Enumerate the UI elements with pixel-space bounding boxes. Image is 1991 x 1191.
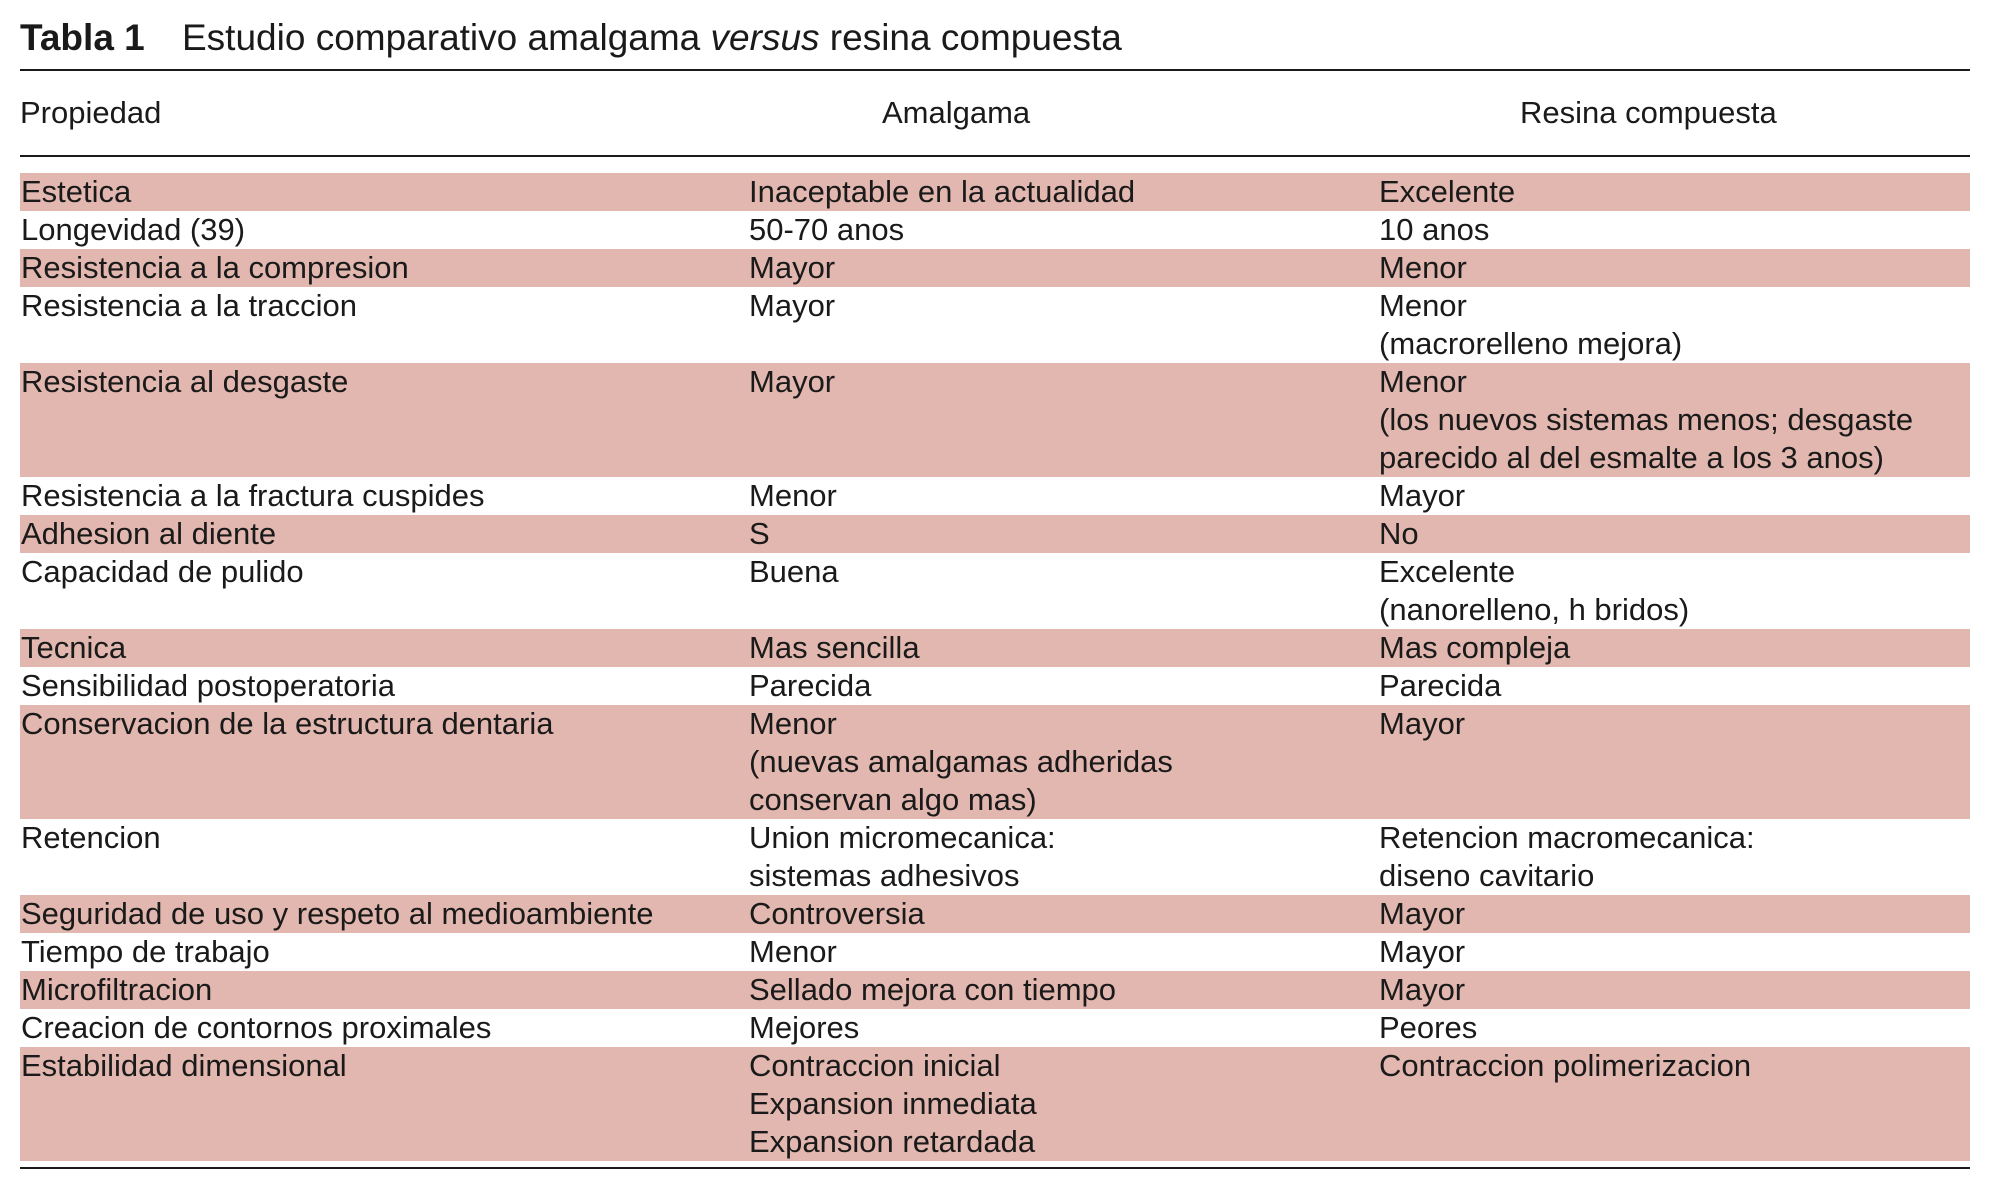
cell-amalgama: Inaceptable en la actualidad — [749, 174, 1136, 209]
table-row — [20, 667, 1970, 705]
cell-propiedad: Resistencia a la compresion — [21, 250, 409, 285]
cell-propiedad: Estabilidad dimensional — [21, 1048, 347, 1083]
bottom-rule — [20, 1167, 1970, 1169]
cell-resina: No — [1379, 516, 1419, 551]
cell-propiedad: Seguridad de uso y respeto al medioambiente — [21, 896, 654, 931]
cell-resina: Mayor — [1379, 896, 1466, 931]
cell-resina: Peores — [1379, 1010, 1478, 1045]
caption-text-after: resina compuesta — [819, 17, 1122, 58]
cell-amalgama: Parecida — [749, 668, 872, 703]
table-row — [20, 629, 1970, 667]
table-header — [20, 88, 1970, 138]
cell-propiedad: Creacion de contornos proximales — [21, 1010, 492, 1045]
cell-propiedad: Tecnica — [21, 630, 127, 665]
table-row — [20, 287, 1970, 363]
cell-resina: Mas compleja — [1379, 630, 1571, 665]
table-caption — [182, 17, 1122, 58]
table-body — [20, 173, 1970, 1161]
cell-resina: Mayor — [1379, 478, 1466, 513]
cell-amalgama: Sellado mejora con tiempo — [749, 972, 1117, 1007]
table-row — [20, 553, 1970, 629]
table-row — [20, 211, 1970, 249]
cell-propiedad: Retencion — [21, 820, 161, 855]
cell-amalgama: Mayor — [749, 364, 836, 399]
cell-amalgama: 50-70 anos — [749, 212, 905, 247]
cell-resina: Mayor — [1379, 972, 1466, 1007]
cell-resina: 10 anos — [1379, 212, 1490, 247]
table-row — [20, 173, 1970, 211]
cell-amalgama: S — [749, 516, 770, 551]
column-header-propiedad: Propiedad — [20, 95, 162, 130]
table-row — [20, 971, 1970, 1009]
table-title — [20, 14, 1970, 62]
table-number: Tabla 1 — [20, 17, 145, 58]
cell-resina: Excelente — [1379, 174, 1516, 209]
cell-resina: Excelente (nanorelleno, h bridos) — [1379, 554, 1690, 627]
table-row — [20, 515, 1970, 553]
cell-resina: Retencion macromecanica: diseno cavitario — [1379, 820, 1755, 893]
caption-text-italic: versus — [710, 17, 820, 58]
cell-resina: Menor — [1379, 250, 1467, 285]
table-row — [20, 363, 1970, 477]
cell-propiedad: Tiempo de trabajo — [21, 934, 270, 969]
cell-propiedad: Conservacion de la estructura dentaria — [21, 706, 554, 741]
cell-amalgama: Contraccion inicial Expansion inmediata Expansion retardada — [749, 1048, 1037, 1159]
table-row — [20, 705, 1970, 819]
cell-resina: Parecida — [1379, 668, 1502, 703]
cell-amalgama: Mayor — [749, 288, 836, 323]
cell-propiedad: Resistencia a la traccion — [21, 288, 357, 323]
header-rule — [20, 155, 1970, 157]
cell-propiedad: Resistencia a la fractura cuspides — [21, 478, 485, 513]
table-row — [20, 1047, 1970, 1161]
cell-resina: Contraccion polimerizacion — [1379, 1048, 1752, 1083]
caption-text-before: Estudio comparativo amalgama — [182, 17, 711, 58]
table-row — [20, 249, 1970, 287]
cell-resina: Mayor — [1379, 706, 1466, 741]
cell-resina: Mayor — [1379, 934, 1466, 969]
cell-amalgama: Mas sencilla — [749, 630, 920, 665]
cell-propiedad: Adhesion al diente — [21, 516, 277, 551]
cell-amalgama: Mejores — [749, 1010, 860, 1045]
column-header-resina: Resina compuesta — [1520, 95, 1777, 130]
column-header-amalgama: Amalgama — [882, 95, 1031, 130]
cell-amalgama: Buena — [749, 554, 839, 589]
cell-propiedad: Longevidad (39) — [21, 212, 246, 247]
cell-resina: Menor (los nuevos sistemas menos; desgaste parecido al del esmalte a los 3 anos) — [1379, 364, 1914, 475]
cell-amalgama: Menor — [749, 478, 837, 513]
table-row — [20, 933, 1970, 971]
top-rule — [20, 69, 1970, 71]
table-row — [20, 819, 1970, 895]
cell-propiedad: Capacidad de pulido — [21, 554, 304, 589]
cell-amalgama: Menor — [749, 934, 837, 969]
cell-propiedad: Sensibilidad postoperatoria — [21, 668, 395, 703]
table-row — [20, 1009, 1970, 1047]
cell-propiedad: Resistencia al desgaste — [21, 364, 349, 399]
cell-resina: Menor (macrorelleno mejora) — [1379, 288, 1683, 361]
table-row — [20, 477, 1970, 515]
cell-amalgama: Controversia — [749, 896, 925, 931]
cell-propiedad: Microfiltracion — [21, 972, 213, 1007]
cell-propiedad: Estetica — [21, 174, 132, 209]
cell-amalgama: Mayor — [749, 250, 836, 285]
cell-amalgama: Menor (nuevas amalgamas adheridas conservan algo mas) — [749, 706, 1173, 817]
cell-amalgama: Union micromecanica: sistemas adhesivos — [749, 820, 1056, 893]
table-row — [20, 895, 1970, 933]
